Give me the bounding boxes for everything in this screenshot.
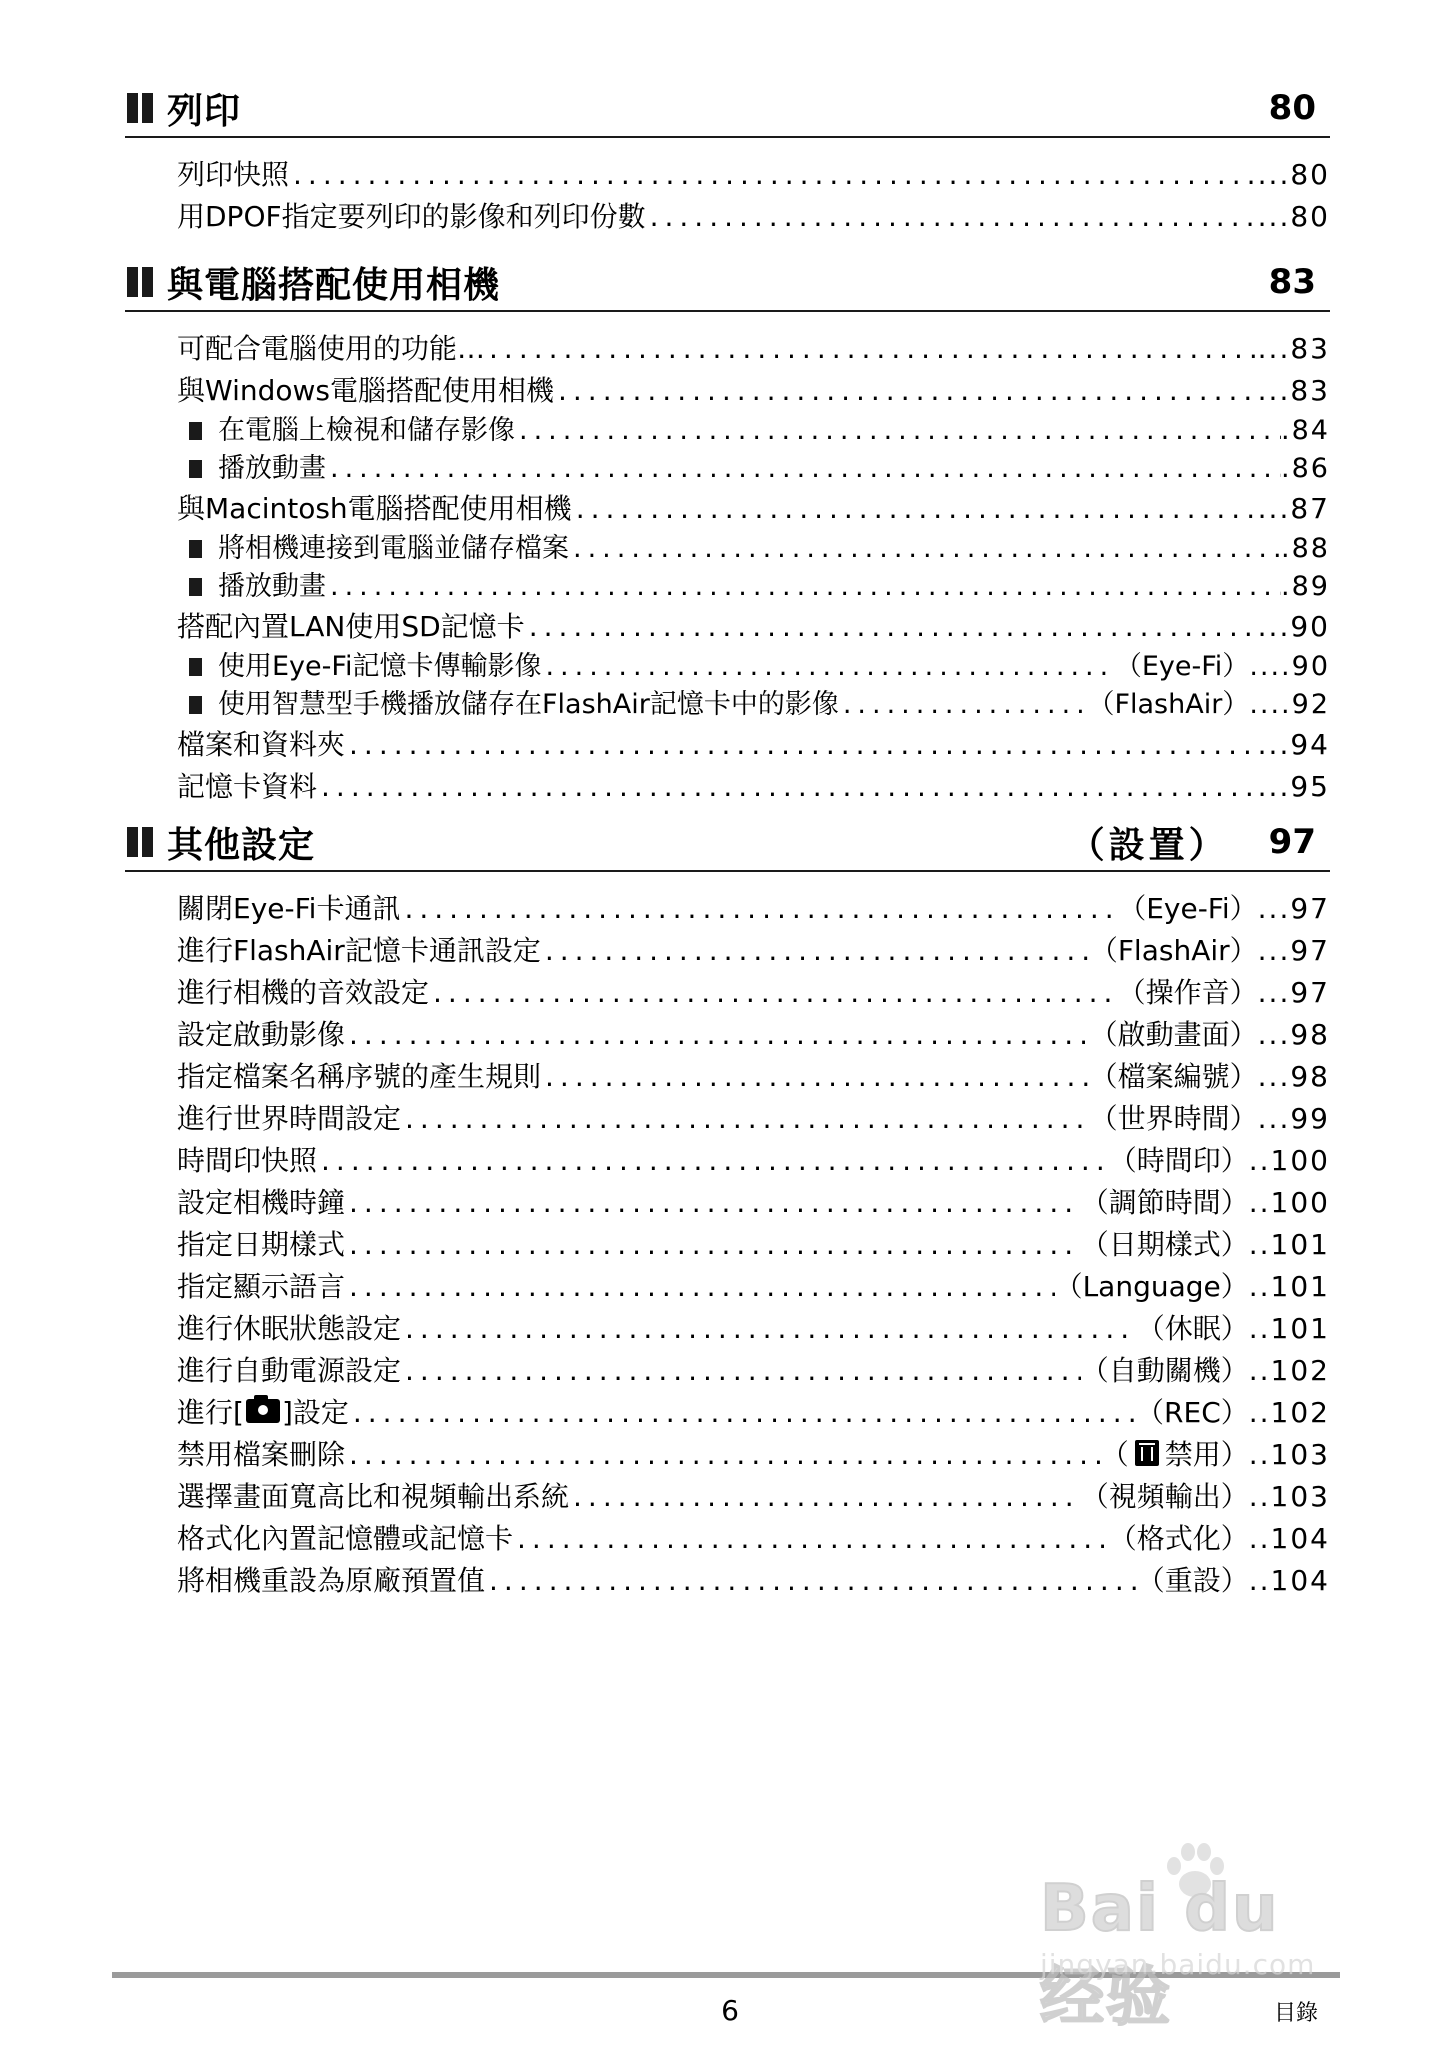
section-page: 97 — [1268, 822, 1316, 862]
dot-leader — [572, 488, 1258, 530]
dot-leader — [513, 1518, 1109, 1560]
entry-page: ...83 — [1257, 332, 1330, 365]
watermark-logo: Bai du 经验 — [1040, 1872, 1280, 2035]
toc-entry[interactable] — [125, 930, 1330, 972]
section-title: 列印 — [167, 90, 242, 132]
entry-setting-name — [1118, 972, 1258, 1014]
entry-setting-text: （重設） — [1136, 1564, 1249, 1597]
entry-page: ..101 — [1248, 1270, 1330, 1303]
entry-title-text: 將相機連接到電腦並儲存檔案 — [218, 533, 569, 564]
toc-entry[interactable] — [125, 1560, 1330, 1602]
section-marker-icon — [127, 267, 153, 297]
entry-page: ...97 — [1257, 892, 1330, 925]
entry-title — [177, 370, 554, 412]
entry-title-text: 指定日期樣式 — [177, 1228, 346, 1261]
toc-entry[interactable] — [125, 888, 1330, 930]
entry-page: ...97 — [1257, 934, 1330, 967]
entry-title-text: 播放動畫 — [218, 571, 326, 602]
entry-page: ...90 — [1257, 610, 1330, 643]
watermark-url: jingyan.baidu.com — [1040, 1948, 1316, 1981]
dot-leader — [345, 1182, 1081, 1224]
entry-title — [218, 412, 515, 450]
dot-leader — [485, 1560, 1137, 1602]
entry-page: ...97 — [1257, 976, 1330, 1009]
entry-setting-name — [1087, 686, 1249, 724]
entry-page: ...98 — [1257, 1060, 1330, 1093]
dot-leader — [401, 1350, 1081, 1392]
toc-subentry[interactable] — [125, 450, 1330, 488]
toc-subentry[interactable] — [125, 568, 1330, 606]
entry-setting-text: （世界時間） — [1089, 1102, 1258, 1135]
toc-entry[interactable] — [125, 766, 1330, 808]
entry-page: ..100 — [1248, 1186, 1330, 1219]
section-header — [125, 814, 1330, 872]
entry-setting-text: （Eye-Fi） — [1118, 892, 1258, 925]
entry-setting-name — [1101, 1434, 1249, 1476]
entry-title — [177, 1140, 317, 1182]
entry-title — [177, 1560, 485, 1602]
entry-title-text: 使用Eye-Fi記憶卡傳輸影像 — [218, 651, 542, 682]
entry-page: .89 — [1281, 571, 1330, 602]
dot-leader — [345, 1434, 1101, 1476]
entry-setting-text: （FlashAir） — [1089, 934, 1258, 967]
entry-setting-name — [1081, 1350, 1249, 1392]
entry-setting-name — [1137, 1308, 1249, 1350]
entry-setting-text: （日期樣式） — [1080, 1228, 1249, 1261]
entry-title — [177, 1182, 345, 1224]
entry-title-text: 禁用檔案刪除 — [177, 1438, 346, 1471]
entry-setting-name — [1055, 1266, 1249, 1308]
entry-title-text: 與Macintosh電腦搭配使用相機 — [177, 492, 572, 525]
entry-title-text: 與Windows電腦搭配使用相機 — [177, 374, 554, 407]
entry-title — [177, 1056, 541, 1098]
toc-entry[interactable] — [125, 1098, 1330, 1140]
entry-title — [177, 1014, 345, 1056]
entry-setting-text: （Eye-Fi） — [1114, 651, 1250, 682]
entry-setting-name — [1090, 930, 1258, 972]
entry-setting-name — [1081, 1224, 1249, 1266]
entry-title — [177, 972, 429, 1014]
entry-title — [177, 1308, 401, 1350]
entry-title-text: 設定啟動影像 — [177, 1018, 346, 1051]
dot-leader — [525, 606, 1258, 648]
entry-page: ...99 — [1257, 1102, 1330, 1135]
entry-title — [177, 930, 541, 972]
entry-title-text: 進行世界時間設定 — [177, 1102, 402, 1135]
toc-entry[interactable] — [125, 1014, 1330, 1056]
entry-title-text: 關閉Eye-Fi卡通訊 — [177, 892, 401, 925]
camera-icon — [246, 1399, 280, 1423]
entry-title-text: 進行[ — [177, 1396, 244, 1429]
entry-setting-text: （Language） — [1054, 1270, 1249, 1303]
toc-entry[interactable] — [125, 370, 1330, 412]
entry-title — [177, 1392, 349, 1434]
entry-setting-name — [1090, 1056, 1258, 1098]
entry-setting-name — [1115, 648, 1249, 686]
dot-leader — [401, 1098, 1090, 1140]
section-page: 80 — [1268, 88, 1316, 128]
entry-title-text: 格式化內置記憶體或記憶卡 — [177, 1522, 514, 1555]
toc-section-print — [125, 80, 1330, 238]
entry-title-text: 在電腦上檢視和儲存影像 — [218, 415, 515, 446]
entry-page: .88 — [1281, 533, 1330, 564]
toc-entry[interactable] — [125, 1182, 1330, 1224]
toc-entry[interactable] — [125, 724, 1330, 766]
bullet-icon — [189, 460, 202, 478]
entry-page: ...98 — [1257, 1018, 1330, 1051]
entry-page: ..103 — [1248, 1438, 1330, 1471]
entry-page: .86 — [1281, 453, 1330, 484]
entry-setting-suffix: 禁用） — [1164, 1438, 1249, 1471]
entry-title-text: 將相機重設為原廠預置值 — [177, 1564, 486, 1597]
toc-subentry[interactable] — [125, 412, 1330, 450]
section-marker-icon — [127, 93, 153, 123]
entry-setting-name — [1109, 1140, 1249, 1182]
dot-leader — [345, 1014, 1090, 1056]
dot-leader — [515, 412, 1281, 450]
entry-setting-name — [1090, 1098, 1258, 1140]
section-title: 其他設定 — [167, 824, 316, 866]
toc-entry[interactable] — [125, 606, 1330, 648]
toc-section-computer — [125, 254, 1330, 808]
entry-setting-name — [1136, 1392, 1249, 1434]
entry-title — [218, 530, 569, 568]
entry-page: ...94 — [1257, 728, 1330, 761]
entry-title-text: 選擇畫面寬高比和視頻輸出系統 — [177, 1480, 570, 1513]
toc-entry[interactable] — [125, 1518, 1330, 1560]
entry-page: ...95 — [1257, 770, 1330, 803]
entry-setting-text: （休眠） — [1136, 1312, 1249, 1345]
entry-setting-text: （調節時間） — [1080, 1186, 1249, 1219]
entry-page: ...87 — [1257, 492, 1330, 525]
dot-leader — [345, 1266, 1055, 1308]
entry-title — [177, 328, 485, 370]
toc-entry[interactable] — [125, 1056, 1330, 1098]
entry-title-text: 進行相機的音效設定 — [177, 976, 430, 1009]
entry-page: .84 — [1281, 415, 1330, 446]
toc-entry[interactable] — [125, 1350, 1330, 1392]
toc-entry[interactable] — [125, 1392, 1330, 1434]
entry-setting-text: （FlashAir） — [1087, 689, 1250, 720]
entry-setting-name — [1081, 1476, 1249, 1518]
dot-leader — [317, 1140, 1109, 1182]
dot-leader — [326, 450, 1281, 488]
entry-title-text: 時間印快照 — [177, 1144, 318, 1177]
dot-leader — [289, 154, 1258, 196]
entry-title — [177, 724, 345, 766]
toc-section-other-settings — [125, 814, 1330, 1602]
entry-title-text: 指定檔案名稱序號的產生規則 — [177, 1060, 542, 1093]
entry-title — [177, 606, 525, 648]
entry-title-text: 進行休眠狀態設定 — [177, 1312, 402, 1345]
dot-leader — [429, 972, 1118, 1014]
entry-setting-text: （時間印） — [1108, 1144, 1249, 1177]
entry-setting-text: （自動關機） — [1080, 1354, 1249, 1387]
toc-entry[interactable] — [125, 488, 1330, 530]
dot-leader — [569, 530, 1281, 568]
entry-setting-name — [1090, 1014, 1258, 1056]
entry-title-text: 進行FlashAir記憶卡通訊設定 — [177, 934, 541, 967]
entry-page: ..101 — [1248, 1312, 1330, 1345]
entry-page: ...80 — [1257, 200, 1330, 233]
toc-entry[interactable] — [125, 1308, 1330, 1350]
entry-title — [177, 1518, 513, 1560]
entry-page: ..104 — [1248, 1522, 1330, 1555]
toc-subentry[interactable] — [125, 686, 1330, 724]
bullet-icon — [189, 540, 202, 558]
entry-title-text: 播放動畫 — [218, 453, 326, 484]
entry-page: ..100 — [1248, 1144, 1330, 1177]
entry-page: ..103 — [1248, 1480, 1330, 1513]
entry-setting-name — [1118, 888, 1257, 930]
section-subtitle: （設置） — [1068, 824, 1229, 866]
dot-leader — [349, 1392, 1136, 1434]
entry-page: ....92 — [1249, 689, 1330, 720]
trash-icon — [1135, 1440, 1159, 1466]
section-marker-icon — [127, 827, 153, 857]
dot-leader — [326, 568, 1281, 606]
entry-setting-name — [1137, 1560, 1249, 1602]
section-header — [125, 254, 1330, 312]
bullet-icon — [189, 578, 202, 596]
entry-setting-name — [1081, 1182, 1249, 1224]
toc-entry[interactable] — [125, 1434, 1330, 1476]
section-entries — [125, 328, 1330, 808]
toc-entry[interactable] — [125, 1140, 1330, 1182]
bullet-icon — [189, 422, 202, 440]
entry-title — [177, 1434, 345, 1476]
toc-subentry[interactable] — [125, 648, 1330, 686]
entry-setting-text: （ — [1100, 1438, 1129, 1471]
entry-title-text: 用DPOF指定要列印的影像和列印份數 — [177, 200, 646, 233]
entry-title-text: 指定顯示語言 — [177, 1270, 346, 1303]
dot-leader — [401, 1308, 1137, 1350]
entry-setting-text: （操作音） — [1117, 976, 1258, 1009]
entry-title-text: 進行自動電源設定 — [177, 1354, 402, 1387]
entry-setting-text: （格式化） — [1108, 1522, 1249, 1555]
bullet-icon — [189, 696, 202, 714]
toc-entry[interactable] — [125, 154, 1330, 196]
entry-page: ...83 — [1257, 374, 1330, 407]
entry-setting-text: （啟動畫面） — [1089, 1018, 1258, 1051]
entry-title-text: 檔案和資料夾 — [177, 728, 346, 761]
entry-title — [177, 1098, 401, 1140]
section-page: 83 — [1268, 262, 1316, 302]
entry-title — [218, 648, 541, 686]
bullet-icon — [189, 658, 202, 676]
entry-page: ..102 — [1248, 1354, 1330, 1387]
toc-entry[interactable] — [125, 1476, 1330, 1518]
dot-leader — [485, 328, 1258, 370]
entry-title — [177, 766, 317, 808]
entry-title-text: 搭配內置LAN使用SD記憶卡 — [177, 610, 525, 643]
footer-label: 目錄 — [1274, 2001, 1319, 2026]
entry-setting-text: （REC） — [1136, 1396, 1249, 1429]
dot-leader — [569, 1476, 1081, 1518]
entry-title — [177, 154, 289, 196]
section-entries — [125, 888, 1330, 1602]
entry-title — [218, 686, 839, 724]
entry-title-text: 列印快照 — [177, 158, 290, 191]
entry-title-text: 設定相機時鐘 — [177, 1186, 346, 1219]
dot-leader — [541, 930, 1090, 972]
entry-title — [177, 1224, 345, 1266]
entry-setting-text: （視頻輸出） — [1080, 1480, 1249, 1513]
toc-entry[interactable] — [125, 328, 1330, 370]
entry-title-text: 記憶卡資料 — [177, 770, 318, 803]
toc-entry[interactable] — [125, 1266, 1330, 1308]
section-title: 與電腦搭配使用相機 — [167, 264, 501, 306]
dot-leader — [400, 888, 1118, 930]
entry-title — [177, 488, 572, 530]
entry-title — [177, 1476, 569, 1518]
entry-title — [177, 196, 646, 238]
section-header — [125, 80, 1330, 138]
dot-leader — [345, 1224, 1081, 1266]
entry-title — [218, 568, 326, 606]
entry-title-suffix: ]設定 — [281, 1396, 349, 1429]
entry-setting-name — [1109, 1518, 1249, 1560]
entry-page: ...80 — [1257, 158, 1330, 191]
dot-leader — [839, 686, 1088, 724]
entry-setting-text: （檔案編號） — [1089, 1060, 1258, 1093]
entry-title-text: 可配合電腦使用的功能… — [177, 332, 486, 365]
toc-subentry[interactable] — [125, 530, 1330, 568]
entry-title — [177, 888, 400, 930]
entry-title — [177, 1266, 345, 1308]
dot-leader — [541, 1056, 1090, 1098]
entry-page: ..101 — [1248, 1228, 1330, 1261]
toc-entry[interactable] — [125, 972, 1330, 1014]
section-entries — [125, 154, 1330, 238]
entry-page: ....90 — [1249, 651, 1330, 682]
toc-entry[interactable] — [125, 1224, 1330, 1266]
entry-title-text: 使用智慧型手機播放儲存在FlashAir記憶卡中的影像 — [218, 689, 839, 720]
dot-leader — [554, 370, 1258, 412]
entry-page: ..104 — [1248, 1564, 1330, 1597]
dot-leader — [646, 196, 1258, 238]
toc-entry[interactable] — [125, 196, 1330, 238]
entry-title — [218, 450, 326, 488]
entry-page: ..102 — [1248, 1396, 1330, 1429]
dot-leader — [541, 648, 1114, 686]
dot-leader — [345, 724, 1258, 766]
entry-title — [177, 1350, 401, 1392]
dot-leader — [317, 766, 1258, 808]
footer-page-number: 6 — [721, 1994, 739, 2027]
